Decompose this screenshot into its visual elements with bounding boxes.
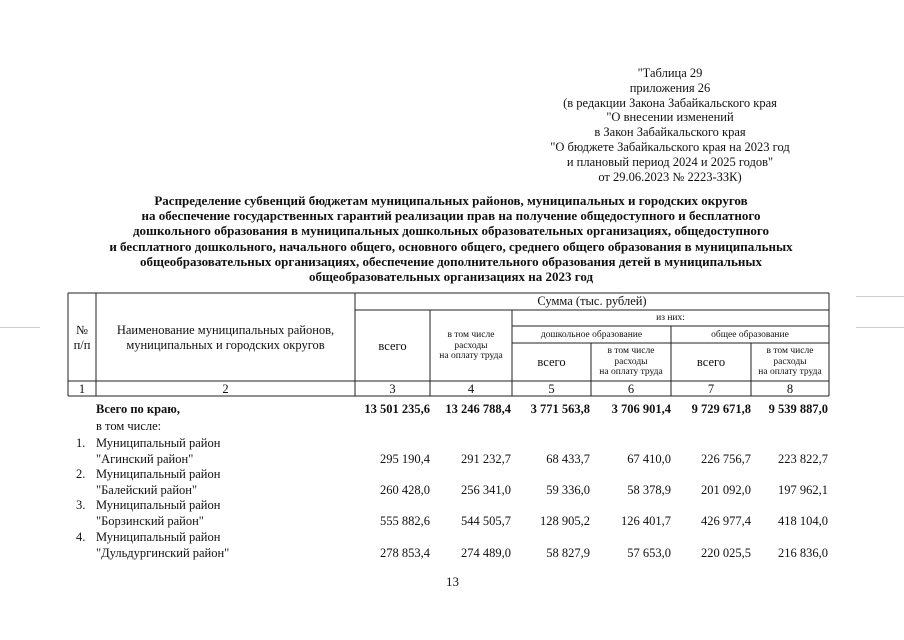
of-which-header: из них: [656, 313, 685, 323]
row-value: 201 092,0 [701, 483, 751, 497]
col-no-line: п/п [73, 337, 91, 352]
row-value: 256 341,0 [461, 483, 511, 497]
header-line: от 29.06.2023 № 2223-ЗЗК) [598, 169, 742, 184]
total-value: 9 539 887,0 [768, 402, 828, 416]
row-value: 216 836,0 [778, 546, 828, 560]
page-number: 13 [446, 574, 459, 589]
header-line: "Таблица 29 [637, 66, 703, 80]
col-no-header [68, 323, 96, 352]
row-value: 58 827,9 [546, 546, 590, 560]
total-value: 13 246 788,4 [445, 402, 511, 416]
col-number: 5 [548, 382, 555, 396]
header-line: (в редакции Закона Забайкальского края [563, 95, 777, 110]
col-number: 1 [78, 382, 86, 396]
row-name-line2: "Дульдургинский район" [96, 546, 230, 560]
row-name-line1: Муниципальный район [96, 530, 221, 544]
row-value: 67 410,0 [627, 452, 671, 466]
general-wages-header [751, 346, 829, 378]
wages-line: расходы [454, 340, 488, 351]
row-value: 426 977,4 [701, 514, 751, 528]
header-line: в Закон Забайкальского края [594, 125, 746, 140]
col-number: 2 [222, 382, 229, 396]
total-value: 3 706 901,4 [611, 402, 671, 416]
row-number: 3. [76, 498, 86, 512]
title-line: общеобразовательных организациях, обеспечение дополнительного образования детей в муниципальных [139, 253, 762, 269]
row-value: 126 401,7 [621, 514, 671, 528]
col-number: 4 [467, 382, 475, 396]
header-line: "О внесении изменений [606, 110, 734, 125]
total-header: всего [378, 339, 407, 353]
row-number: 1. [76, 436, 86, 450]
preschool-header: дошкольное образование [540, 330, 643, 340]
row-value: 197 962,1 [778, 483, 828, 497]
row-value: 58 378,9 [627, 483, 671, 497]
row-value: 278 853,4 [380, 546, 430, 560]
wages-line: на оплату труда [599, 367, 663, 377]
col-name-line: муниципальных и городских округов [126, 337, 325, 352]
title-line: дошкольного образования в муниципальных дошкольных образовательных организациях, общедоступного [132, 223, 770, 239]
row-name-line1: Муниципальный район [96, 436, 221, 450]
wages-line: на оплату труда [439, 351, 503, 361]
row-value: 57 653,0 [627, 546, 671, 560]
general-header: общее образование [711, 330, 789, 340]
header-line: и плановый период 2024 и 2025 годов" [566, 154, 774, 169]
wages-line: расходы [614, 356, 648, 367]
col-name-line: Наименование муниципальных районов, [116, 323, 335, 337]
row-value: 260 428,0 [380, 483, 430, 497]
row-value: 223 822,7 [778, 452, 828, 466]
row-name-line2: "Борзинский район" [96, 514, 204, 528]
title-line: общеобразовательных организациях на 2023 год [308, 269, 594, 285]
row-value: 555 882,6 [380, 514, 430, 528]
row-value: 220 025,5 [701, 546, 751, 560]
row-number: 2. [76, 467, 86, 481]
col-name-header [96, 323, 355, 352]
wages-line: на оплату труда [758, 367, 822, 377]
row-value: 128 905,2 [540, 514, 590, 528]
row-name-line2: "Агинский район" [96, 452, 194, 466]
sum-header: Сумма (тыс. рублей) [537, 294, 647, 308]
row-value: 274 489,0 [461, 546, 511, 560]
row-value: 291 232,7 [461, 452, 511, 466]
title-line: на обеспечение государственных гарантий реализации прав на получение общедоступного и бесплатного [141, 208, 761, 224]
col-number: 6 [627, 382, 635, 396]
header-line: "О бюджете Забайкальского края на 2023 год [550, 139, 790, 154]
row-name-line1: Муниципальный район [96, 467, 221, 481]
wages-line: в том числе [447, 330, 495, 340]
wages-line: в том числе [607, 346, 655, 356]
row-value: 68 433,7 [546, 452, 590, 466]
total-row-label: Всего по краю, [96, 402, 180, 416]
col-no-line: № [76, 323, 88, 337]
col-number: 3 [389, 382, 396, 396]
row-value: 418 104,0 [778, 514, 828, 528]
wages-line: расходы [773, 356, 807, 367]
row-value: 226 756,7 [701, 452, 751, 466]
row-value: 59 336,0 [546, 483, 590, 497]
row-value: 295 190,4 [380, 452, 430, 466]
title-line: и бесплатного дошкольного, начального общего, основного общего, среднего общего образования в муниципальных [109, 238, 793, 254]
total-value: 3 771 563,8 [530, 402, 590, 416]
row-value: 544 505,7 [461, 514, 511, 528]
row-name-line2: "Балейский район" [96, 483, 198, 497]
row-number: 4. [76, 530, 86, 544]
total-wages-header [430, 330, 512, 362]
preschool-total-header: всего [537, 355, 566, 369]
header-line: приложения 26 [629, 80, 711, 95]
total-value: 13 501 235,6 [364, 402, 430, 416]
title-line: Распределение субвенций бюджетам муниципальных районов, муниципальных и городских округов [154, 193, 748, 208]
preschool-wages-header [591, 346, 671, 378]
col-number: 7 [707, 382, 715, 396]
total-value: 9 729 671,8 [691, 402, 751, 416]
general-total-header: всего [696, 355, 726, 369]
wages-line: в том числе [766, 346, 814, 356]
row-name-line1: Муниципальный район [96, 498, 221, 512]
col-number: 8 [786, 382, 794, 396]
including-label: в том числе: [96, 419, 162, 433]
